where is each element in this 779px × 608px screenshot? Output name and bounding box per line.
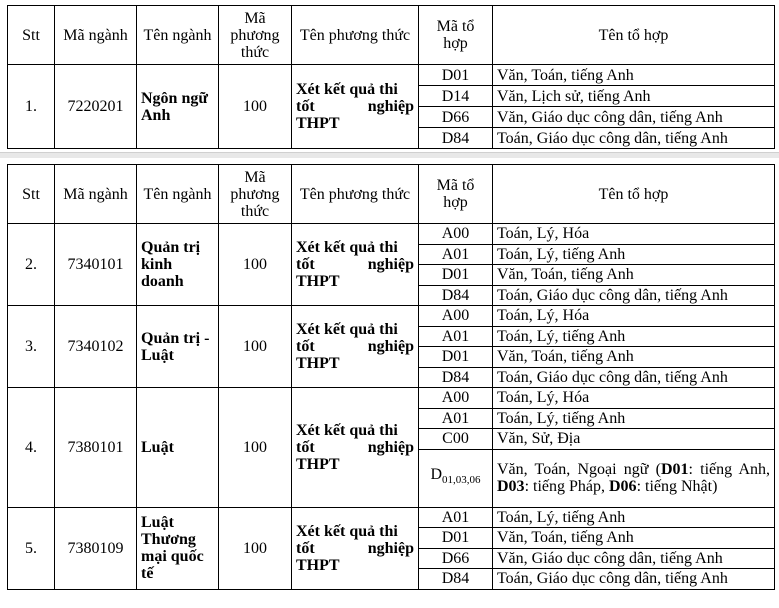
combo-code-cell: A01: [419, 507, 493, 528]
method-line-1: Xét kết quả thi: [296, 321, 398, 338]
combo-code-cell: D84: [419, 285, 493, 306]
method-line-2: [296, 256, 414, 273]
combo-code-cell: D66: [419, 548, 493, 569]
method-line-2b: nghiệp: [367, 438, 414, 456]
header-ma-phuong-thuc: Mã phương thức: [219, 6, 292, 65]
combo-name-cell: Toán, Lý, tiếng Anh: [493, 326, 775, 347]
method-name-cell: [292, 224, 419, 306]
combo-code-cell: D84: [419, 367, 493, 388]
stt-cell: 5.: [8, 507, 55, 589]
combo-code-sub: 01,03,06: [442, 474, 481, 487]
table-row: [8, 388, 775, 409]
header-ten-phuong-thuc: Tên phương thức: [292, 165, 419, 224]
table-row: [8, 507, 775, 528]
header-ten-nganh: Tên ngành: [137, 165, 219, 224]
admission-table-1: [7, 5, 775, 149]
combo-bold-d06: D06: [609, 478, 637, 495]
method-code-cell: 100: [219, 65, 292, 149]
method-name-cell: [292, 65, 419, 149]
major-name-cell: Quản trị - Luật: [137, 306, 219, 388]
method-line-2a: tốt: [296, 438, 315, 456]
stt-cell: 3.: [8, 306, 55, 388]
method-line-1: Xét kết quả thi: [296, 421, 398, 439]
method-name-cell: [292, 507, 419, 589]
method-line-3: THPT: [296, 355, 340, 372]
major-name-cell: Luật Thương mại quốc tế: [137, 507, 219, 589]
combo-code-cell: D01: [419, 65, 493, 86]
method-name-cell: [292, 388, 419, 508]
combo-name-cell: Toán, Giáo dục công dân, tiếng Anh: [493, 128, 775, 149]
method-line-2a: tốt: [296, 98, 315, 115]
combo-name-cell: Văn, Giáo dục công dân, tiếng Anh: [493, 107, 775, 128]
combo-code-cell: [419, 449, 493, 507]
major-name-cell: Ngôn ngữ Anh: [137, 65, 219, 149]
combo-name-cell: [493, 449, 775, 507]
combo-name-cell: Toán, Giáo dục công dân, tiếng Anh: [493, 367, 775, 388]
table-header-row: [8, 165, 775, 224]
combo-code-cell: D66: [419, 107, 493, 128]
combo-code-cell: D84: [419, 569, 493, 590]
combo-name-cell: Toán, Lý, Hóa: [493, 388, 775, 409]
header-ma-phuong-thuc: Mã phương thức: [219, 165, 292, 224]
combo-code-main: D: [430, 466, 443, 484]
header-ma-to-hop: Mã tổ hợp: [419, 165, 493, 224]
header-ten-to-hop: Tên tổ hợp: [493, 6, 775, 65]
method-line-2: [296, 98, 414, 115]
method-line-3: THPT: [296, 455, 340, 473]
combo-code-cell: D14: [419, 86, 493, 107]
stt-cell: 4.: [8, 388, 55, 508]
method-code-cell: 100: [219, 224, 292, 306]
combo-code-cell: D84: [419, 128, 493, 149]
method-line-2b: nghiệp: [367, 539, 414, 557]
method-line-2: [296, 439, 414, 456]
stt-cell: 1.: [8, 65, 55, 149]
major-name-cell: Quản trị kinh doanh: [137, 224, 219, 306]
page-separator: [0, 152, 779, 158]
major-name-cell: Luật: [137, 388, 219, 508]
combo-name-cell: Toán, Giáo dục công dân, tiếng Anh: [493, 569, 775, 590]
combo-name-cell: Văn, Toán, tiếng Anh: [493, 528, 775, 549]
header-ten-to-hop: Tên tổ hợp: [493, 165, 775, 224]
header-ten-phuong-thuc: Tên phương thức: [292, 6, 419, 65]
method-line-2a: tốt: [296, 539, 315, 557]
header-ma-nganh: Mã ngành: [55, 165, 137, 224]
stt-cell: 2.: [8, 224, 55, 306]
admission-table-2: [7, 164, 775, 590]
method-line-2a: tốt: [296, 338, 315, 355]
header-ten-nganh: Tên ngành: [137, 6, 219, 65]
header-stt: Stt: [8, 165, 55, 224]
header-stt: Stt: [8, 6, 55, 65]
combo-code-cell: C00: [419, 429, 493, 450]
combo-name-cell: Toán, Lý, Hóa: [493, 224, 775, 245]
major-code-cell: 7340101: [55, 224, 137, 306]
table-row: [8, 306, 775, 327]
method-line-2: [296, 338, 414, 355]
major-code-cell: 7380101: [55, 388, 137, 508]
major-code-cell: 7340102: [55, 306, 137, 388]
combo-code-cell: A01: [419, 244, 493, 265]
method-code-cell: 100: [219, 306, 292, 388]
table-row: [8, 65, 775, 86]
method-code-cell: 100: [219, 507, 292, 589]
combo-bold-d03: D03: [497, 478, 525, 495]
combo-bold-d01: D01: [660, 461, 689, 478]
combo-name-cell: Toán, Lý, tiếng Anh: [493, 507, 775, 528]
table-row: [8, 224, 775, 245]
header-ma-nganh: Mã ngành: [55, 6, 137, 65]
table-header-row: [8, 6, 775, 65]
combo-code-cell: A00: [419, 306, 493, 327]
method-line-1: Xét kết quả thi: [296, 522, 398, 540]
combo-name-cell: Toán, Lý, Hóa: [493, 306, 775, 327]
method-line-2b: nghiệp: [367, 98, 414, 115]
combo-code-cell: A00: [419, 388, 493, 409]
method-line-2b: nghiệp: [367, 256, 414, 273]
method-line-1: Xét kết quả thi: [296, 81, 398, 98]
combo-name-cell: Toán, Lý, tiếng Anh: [493, 408, 775, 429]
method-code-cell: 100: [219, 388, 292, 508]
major-code-cell: 7380109: [55, 507, 137, 589]
major-code-cell: 7220201: [55, 65, 137, 149]
combo-name-cell: Văn, Sử, Địa: [493, 429, 775, 450]
combo-name-cell: Toán, Lý, tiếng Anh: [493, 244, 775, 265]
combo-code-cell: A00: [419, 224, 493, 245]
combo-name-cell: Toán, Giáo dục công dân, tiếng Anh: [493, 285, 775, 306]
combo-code-cell: A01: [419, 326, 493, 347]
combo-text-b: : tiếng Anh,: [688, 461, 771, 478]
combo-code-cell: D01: [419, 528, 493, 549]
combo-text-c: : tiếng Pháp,: [524, 478, 609, 495]
header-ma-to-hop: Mã tổ hợp: [419, 6, 493, 65]
combo-text-a: Văn, Toán, Ngoại ngữ (: [497, 461, 661, 478]
combo-name-cell: Văn, Toán, tiếng Anh: [493, 265, 775, 286]
method-line-3: THPT: [296, 115, 340, 132]
combo-name-cell: Văn, Toán, tiếng Anh: [493, 347, 775, 368]
method-name-cell: [292, 306, 419, 388]
combo-code-cell: D01: [419, 265, 493, 286]
method-line-3: THPT: [296, 556, 340, 574]
combo-code-cell: A01: [419, 408, 493, 429]
method-line-1: Xét kết quả thi: [296, 239, 398, 256]
combo-name-cell: Văn, Giáo dục công dân, tiếng Anh: [493, 548, 775, 569]
method-line-2: [296, 540, 414, 557]
combo-name-cell: Văn, Toán, tiếng Anh: [493, 65, 775, 86]
combo-code-cell: D01: [419, 347, 493, 368]
method-line-3: THPT: [296, 273, 340, 290]
method-line-2a: tốt: [296, 256, 315, 273]
combo-name-cell: Văn, Lịch sử, tiếng Anh: [493, 86, 775, 107]
method-line-2b: nghiệp: [367, 338, 414, 355]
combo-text-d: : tiếng Nhật): [636, 478, 718, 495]
